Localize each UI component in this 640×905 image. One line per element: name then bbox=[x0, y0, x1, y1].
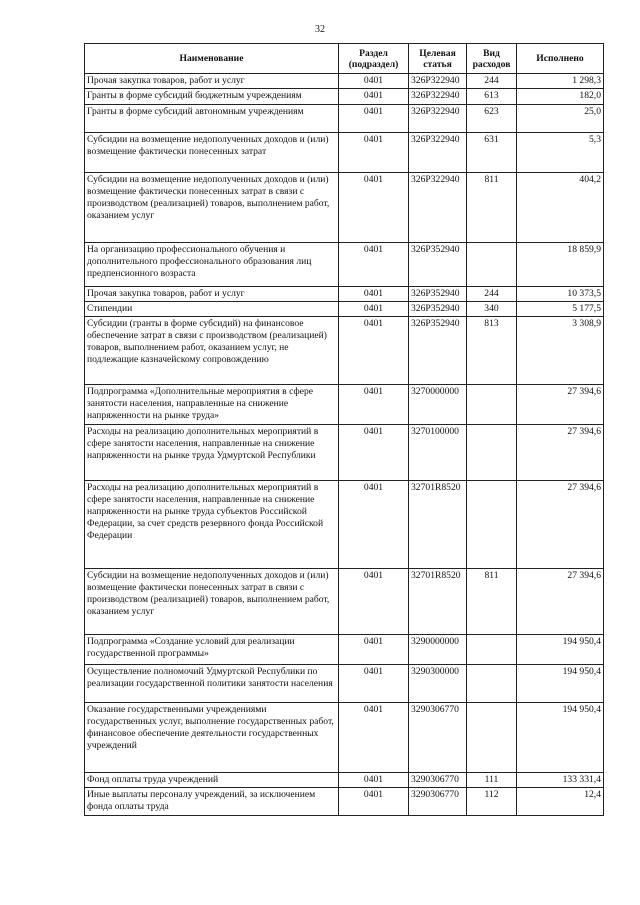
table-row bbox=[85, 569, 604, 635]
cell-celevaya: 326P352940 bbox=[409, 302, 467, 317]
cell-vid: 244 bbox=[467, 74, 517, 89]
cell-name: Стипендии bbox=[85, 302, 339, 317]
cell-vid: 811 bbox=[467, 173, 517, 243]
cell-razdel: 0401 bbox=[339, 703, 409, 773]
cell-razdel: 0401 bbox=[339, 569, 409, 635]
table-row bbox=[85, 173, 604, 243]
cell-name: Гранты в форме субсидий автономным учреждениям bbox=[85, 105, 339, 133]
cell-celevaya: 3270000000 bbox=[409, 385, 467, 425]
cell-ispolneno: 1 298,3 bbox=[517, 74, 604, 89]
cell-vid: 111 bbox=[467, 773, 517, 788]
cell-ispolneno: 5 177,5 bbox=[517, 302, 604, 317]
cell-name: Субсидии на возмещение недополученных доходов и (или) возмещение фактически понесенных затрат в связи с производством (реализацией) товаров, выполнением работ, оказанием услуг bbox=[85, 173, 339, 243]
cell-celevaya: 326P352940 bbox=[409, 243, 467, 287]
cell-vid: 340 bbox=[467, 302, 517, 317]
cell-razdel: 0401 bbox=[339, 243, 409, 287]
cell-ispolneno: 5,3 bbox=[517, 133, 604, 173]
cell-ispolneno: 194 950,4 bbox=[517, 665, 604, 703]
cell-razdel: 0401 bbox=[339, 105, 409, 133]
table-row bbox=[85, 481, 604, 569]
cell-razdel: 0401 bbox=[339, 133, 409, 173]
cell-razdel: 0401 bbox=[339, 481, 409, 569]
cell-vid bbox=[467, 425, 517, 481]
cell-vid: 244 bbox=[467, 287, 517, 302]
table-row bbox=[85, 635, 604, 665]
cell-razdel: 0401 bbox=[339, 173, 409, 243]
table-row bbox=[85, 133, 604, 173]
cell-ispolneno: 3 308,9 bbox=[517, 317, 604, 385]
cell-vid bbox=[467, 385, 517, 425]
cell-ispolneno: 194 950,4 bbox=[517, 635, 604, 665]
cell-name: На организацию профессионального обучения и дополнительного профессионального образования лиц предпенсионного возраста bbox=[85, 243, 339, 287]
cell-celevaya: 326P352940 bbox=[409, 287, 467, 302]
cell-vid: 631 bbox=[467, 133, 517, 173]
cell-celevaya: 326P322940 bbox=[409, 105, 467, 133]
cell-vid bbox=[467, 243, 517, 287]
cell-razdel: 0401 bbox=[339, 773, 409, 788]
cell-razdel: 0401 bbox=[339, 788, 409, 816]
cell-ispolneno: 27 394,6 bbox=[517, 385, 604, 425]
cell-vid bbox=[467, 665, 517, 703]
table-row bbox=[85, 773, 604, 788]
cell-razdel: 0401 bbox=[339, 385, 409, 425]
table-body bbox=[85, 74, 604, 816]
header-ispolneno: Исполнено bbox=[517, 44, 604, 74]
cell-name: Оказание государственными учреждениями государственных услуг, выполнение государственных работ, финансовое обеспечение деятельности государственных учреждений bbox=[85, 703, 339, 773]
cell-name: Иные выплаты персоналу учреждений, за исключением фонда оплаты труда bbox=[85, 788, 339, 816]
table-row bbox=[85, 302, 604, 317]
cell-vid: 613 bbox=[467, 89, 517, 105]
cell-name: Подпрограмма «Создание условий для реализации государственной программы» bbox=[85, 635, 339, 665]
cell-ispolneno: 18 859,9 bbox=[517, 243, 604, 287]
table-row bbox=[85, 243, 604, 287]
table-row bbox=[85, 74, 604, 89]
header-name: Наименование bbox=[85, 44, 339, 74]
header-razdel: Раздел (подраздел) bbox=[339, 44, 409, 74]
table-row bbox=[85, 317, 604, 385]
cell-razdel: 0401 bbox=[339, 665, 409, 703]
cell-name: Прочая закупка товаров, работ и услуг bbox=[85, 74, 339, 89]
cell-name: Фонд оплаты труда учреждений bbox=[85, 773, 339, 788]
page-number: 32 bbox=[315, 24, 325, 35]
cell-vid: 623 bbox=[467, 105, 517, 133]
cell-name: Субсидии (гранты в форме субсидий) на финансовое обеспечение затрат в связи с производством (реализацией) товаров, выполнением работ, оказанием услуг, не подлежащие казначейскому сопровождению bbox=[85, 317, 339, 385]
table-row bbox=[85, 425, 604, 481]
cell-vid bbox=[467, 635, 517, 665]
cell-ispolneno: 12,4 bbox=[517, 788, 604, 816]
cell-celevaya: 326P322940 bbox=[409, 173, 467, 243]
header-row bbox=[85, 44, 604, 74]
cell-name: Субсидии на возмещение недополученных доходов и (или) возмещение фактически понесенных затрат в связи с производством (реализацией) товаров, выполнением работ, оказанием услуг bbox=[85, 569, 339, 635]
cell-name: Подпрограмма «Дополнительные мероприятия в сфере занятости населения, направленные на снижение напряженности на рынке труда» bbox=[85, 385, 339, 425]
cell-razdel: 0401 bbox=[339, 89, 409, 105]
table-row bbox=[85, 287, 604, 302]
cell-vid: 813 bbox=[467, 317, 517, 385]
cell-razdel: 0401 bbox=[339, 425, 409, 481]
cell-name: Гранты в форме субсидий бюджетным учреждениям bbox=[85, 89, 339, 105]
cell-vid bbox=[467, 481, 517, 569]
cell-razdel: 0401 bbox=[339, 287, 409, 302]
cell-ispolneno: 133 331,4 bbox=[517, 773, 604, 788]
cell-celevaya: 32701R8520 bbox=[409, 481, 467, 569]
cell-celevaya: 3290306770 bbox=[409, 788, 467, 816]
cell-ispolneno: 194 950,4 bbox=[517, 703, 604, 773]
cell-vid: 811 bbox=[467, 569, 517, 635]
table-row bbox=[85, 665, 604, 703]
table-row bbox=[85, 703, 604, 773]
cell-vid: 112 bbox=[467, 788, 517, 816]
cell-ispolneno: 25,0 bbox=[517, 105, 604, 133]
cell-ispolneno: 27 394,6 bbox=[517, 425, 604, 481]
cell-celevaya: 3290306770 bbox=[409, 773, 467, 788]
cell-celevaya: 326P322940 bbox=[409, 89, 467, 105]
header-celevaya: Целевая статья bbox=[409, 44, 467, 74]
cell-name: Прочая закупка товаров, работ и услуг bbox=[85, 287, 339, 302]
table-row bbox=[85, 89, 604, 105]
cell-ispolneno: 27 394,6 bbox=[517, 569, 604, 635]
cell-name: Расходы на реализацию дополнительных мероприятий в сфере занятости населения, направленные на снижение напряженности на рынке труда субъектов Российской Федерации, за счет средств резервного фонда Российской Федерации bbox=[85, 481, 339, 569]
budget-table bbox=[84, 43, 604, 816]
cell-razdel: 0401 bbox=[339, 302, 409, 317]
cell-ispolneno: 404,2 bbox=[517, 173, 604, 243]
table-row bbox=[85, 105, 604, 133]
cell-name: Осуществление полномочий Удмуртской Республики по реализации государственной политики занятости населения bbox=[85, 665, 339, 703]
cell-ispolneno: 182,0 bbox=[517, 89, 604, 105]
cell-celevaya: 3290306770 bbox=[409, 703, 467, 773]
cell-ispolneno: 10 373,5 bbox=[517, 287, 604, 302]
cell-name: Расходы на реализацию дополнительных мероприятий в сфере занятости населения, направленные на снижение напряженности на рынке труда Удмуртской Республики bbox=[85, 425, 339, 481]
cell-celevaya: 3270100000 bbox=[409, 425, 467, 481]
cell-ispolneno: 27 394,6 bbox=[517, 481, 604, 569]
table-row bbox=[85, 385, 604, 425]
cell-celevaya: 326P322940 bbox=[409, 74, 467, 89]
cell-celevaya: 32701R8520 bbox=[409, 569, 467, 635]
cell-celevaya: 326P322940 bbox=[409, 133, 467, 173]
cell-vid bbox=[467, 703, 517, 773]
cell-razdel: 0401 bbox=[339, 317, 409, 385]
cell-celevaya: 326P352940 bbox=[409, 317, 467, 385]
cell-name: Субсидии на возмещение недополученных доходов и (или) возмещение фактически понесенных затрат bbox=[85, 133, 339, 173]
cell-razdel: 0401 bbox=[339, 635, 409, 665]
cell-celevaya: 3290000000 bbox=[409, 635, 467, 665]
header-vid: Вид расходов bbox=[467, 44, 517, 74]
cell-razdel: 0401 bbox=[339, 74, 409, 89]
cell-celevaya: 3290300000 bbox=[409, 665, 467, 703]
table-row bbox=[85, 788, 604, 816]
